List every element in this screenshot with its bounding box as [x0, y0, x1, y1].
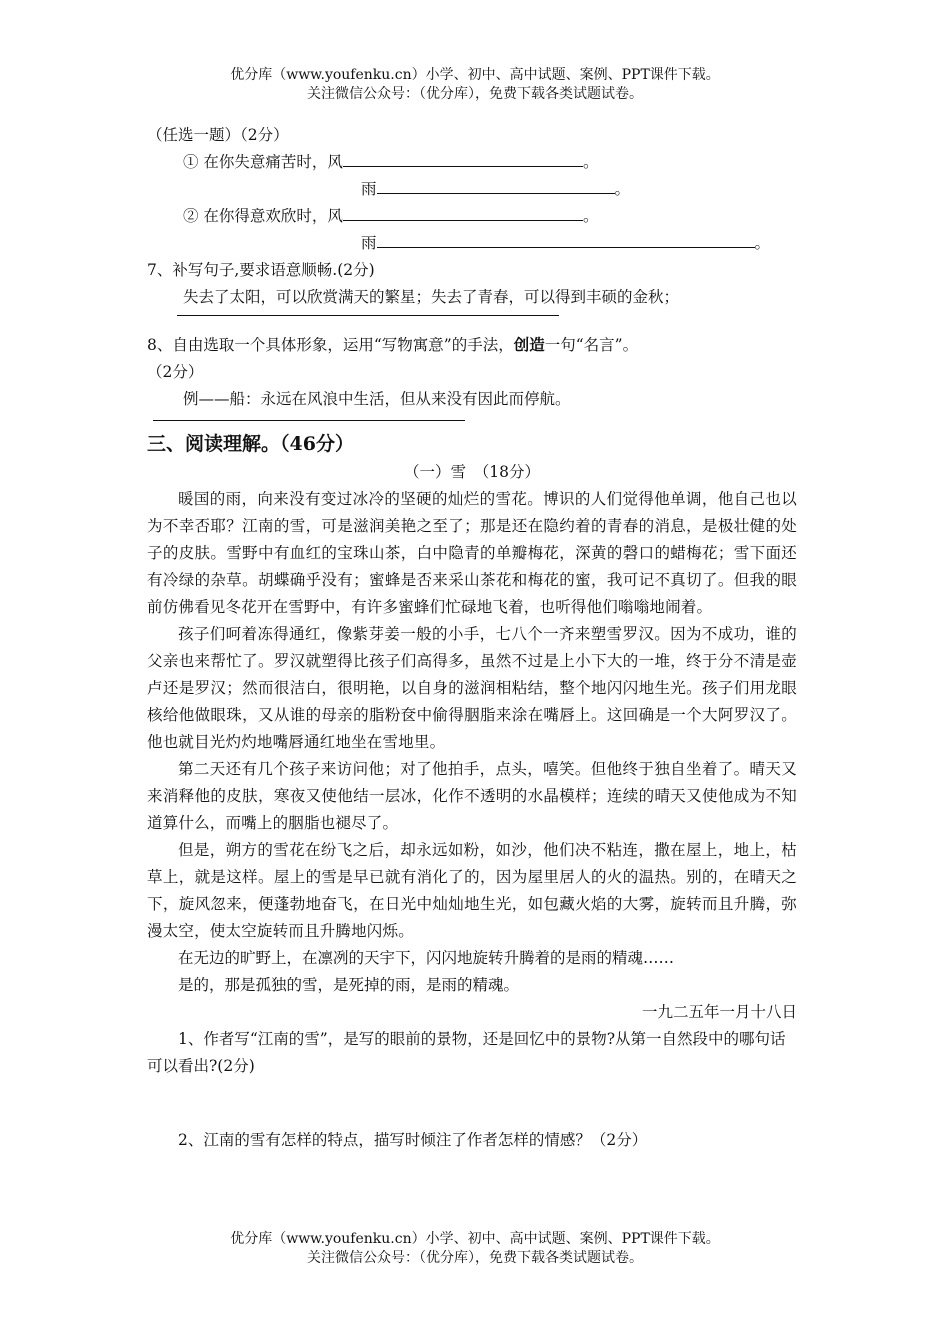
footer-line-2: 关注微信公众号：（优分库），免费下载各类试题试卷。 [307, 1250, 643, 1266]
q6-option-1-rain: 雨 。 [147, 176, 797, 203]
q6-option-2-rain-blank[interactable] [377, 230, 755, 248]
q7-title: 7、补写句子,要求语意顺畅.(2分) [147, 261, 375, 279]
page-header [0, 66, 950, 104]
passage-paragraph-4: 但是，朔方的雪花在纷飞之后，却永远如粉，如沙，他们决不粘连，撒在屋上，地上，枯草上，就是这样。屋上的雪是早已就有消化了的，因为屋里居人的火的温热。别的，在晴天之下，旋风忽来，便蓬勃地奋飞，在日光中灿灿地生光，如包藏火焰的大雾，旋转而且升腾，弥漫太空，使太空旋转而且升腾地闪烁。 [147, 841, 797, 940]
header-line-1: 优分库（www.youfenku.cn）小学、初中、高中试题、案例、PPT课件下载。 [230, 67, 720, 83]
question-1-answer-space[interactable] [147, 1080, 797, 1127]
q8-answer-area [147, 413, 797, 427]
q6-option-2-rain: 雨 。 [147, 230, 797, 257]
q6-note: （任选一题）（2分） [147, 126, 289, 144]
q7-text: 失去了太阳，可以欣赏满天的繁星；失去了青春，可以得到丰硕的金秋； [183, 288, 680, 306]
question-2: 2、江南的雪有怎样的特点，描写时倾注了作者怎样的情感？（2分） [178, 1131, 648, 1149]
header-line-2: 关注微信公众号：（优分库），免费下载各类试题试卷。 [307, 86, 643, 102]
q6-option-1-rain-blank[interactable] [377, 176, 615, 194]
passage-title: （一）雪 （18分） [404, 463, 540, 481]
q7-answer-area [147, 311, 797, 331]
q8-answer-line[interactable] [153, 419, 465, 421]
passage-paragraph-2: 孩子们呵着冻得通红，像紫芽姜一般的小手，七八个一齐来塑雪罗汉。因为不成功，谁的父亲也来帮忙了。罗汉就塑得比孩子们高得多，虽然不过是上小下大的一堆，终于分不清是壶卢还是罗汉；然而很洁白，很明艳，以自身的滋润相粘结，整个地闪闪地生光。孩子们用龙眼核给他做眼珠，又从谁的母亲的脂粉奁中偷得胭脂来涂在嘴唇上。这回确是一个大阿罗汉了。他也就目光灼灼地嘴唇通红地坐在雪地里。 [147, 625, 797, 751]
q8-score: （2分） [147, 363, 204, 381]
question-1: 1、作者写“江南的雪”，是写的眼前的景物，还是回忆中的景物?从第一自然段中的哪句话可以看出?(2分) [147, 1030, 786, 1075]
section-3-title: 三、阅读理解。（46分） [147, 433, 354, 455]
q6-option-1-wind-blank[interactable] [343, 149, 583, 167]
passage-paragraph-5: 在无边的旷野上，在凛冽的天宇下，闪闪地旋转升腾着的是雨的精魂…… [178, 949, 675, 967]
passage-date: 一九二五年一月十八日 [641, 1003, 797, 1021]
page-footer [0, 1230, 950, 1268]
q6-option-2-wind-blank[interactable] [343, 203, 583, 221]
q6-option-2-wind: ② 在你得意欢欣时，风 。 [147, 203, 797, 230]
q6-option-1-label: ① 在你失意痛苦时，风 [183, 153, 343, 171]
passage-paragraph-3: 第二天还有几个孩子来访问他；对了他拍手，点头，嘻笑。但他终于独自坐着了。晴天又来消释他的皮肤，寒夜又使他结一层冰，化作不透明的水晶模样；连续的晴天又使他成为不知道算什么，而嘴上的胭脂也褪尽了。 [147, 760, 797, 832]
footer-line-1: 优分库（www.youfenku.cn）小学、初中、高中试题、案例、PPT课件下载。 [230, 1231, 720, 1247]
q8-example: 例——船：永远在风浪中生活，但从来没有因此而停航。 [183, 390, 571, 408]
document-body [147, 122, 797, 1154]
passage-paragraph-1: 暖国的雨，向来没有变过冰冷的坚硬的灿烂的雪花。博识的人们觉得他单调，他自己也以为不幸否耶？江南的雪，可是滋润美艳之至了；那是还在隐约着的青春的消息，是极壮健的处子的皮肤。雪野中有血红的宝珠山茶，白中隐青的单瓣梅花，深黄的磬口的蜡梅花；雪下面还有冷绿的杂草。胡蝶确乎没有；蜜蜂是否来采山茶花和梅花的蜜，我可记不真切了。但我的眼前仿佛看见冬花开在雪野中，有许多蜜蜂们忙碌地飞着，也听得他们嗡嗡地闹着。 [147, 490, 797, 616]
q6-option-2-label: ② 在你得意欢欣时，风 [183, 207, 343, 225]
q6-option-1-wind: ① 在你失意痛苦时，风 。 [147, 149, 797, 176]
q7-answer-line[interactable] [177, 314, 559, 316]
q8-title: 8、自由选取一个具体形象，运用“写物寓意”的手法，创造一句“名言”。 [147, 335, 639, 354]
passage-paragraph-6: 是的，那是孤独的雪，是死掉的雨，是雨的精魂。 [178, 976, 520, 994]
